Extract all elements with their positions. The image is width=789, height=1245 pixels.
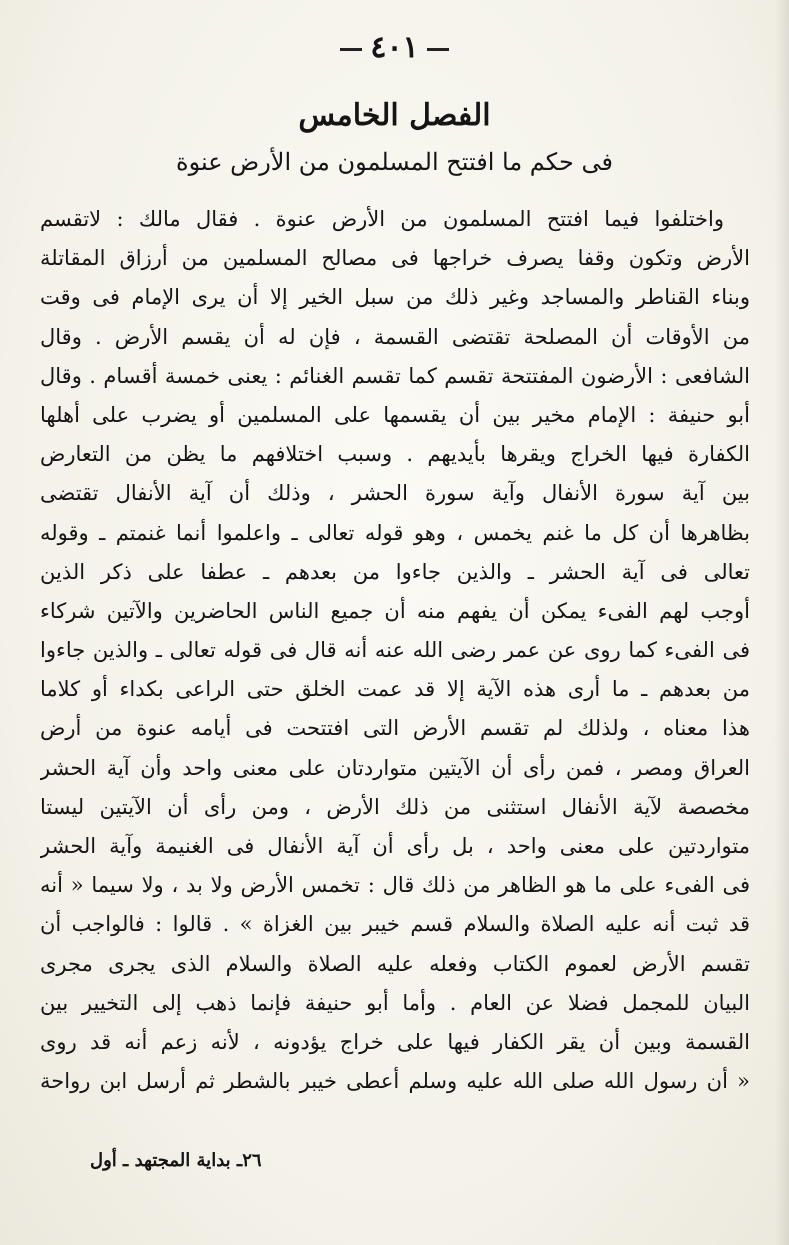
text-line: بظاهرها أن كل ما غنم يخمس ، وهو قوله تعالى ـ واعلموا أنما غنمتم ـ وقوله xyxy=(40,520,750,545)
chapter-title: الفصل الخامس xyxy=(298,98,491,133)
text-line: الشافعى : الأرضون المفتتحة تقسم كما تقسم الغنائم : يعنى خمسة أقسام . وقال xyxy=(40,363,750,388)
text-line: القسمة وبين أن يقر الكفار فيها على خراج يؤدونه ، لأنه زعم أنه قد روى xyxy=(40,1029,750,1054)
page-number-text: ٤٠١ xyxy=(370,30,419,65)
text-line: متواردتين على معنى واحد ، بل رأى أن آية الأنفال فى الغنيمة وآية الحشر xyxy=(40,834,750,858)
text-line: الكفارة فيها الخراج ويقرها بأيديهم . وسبب اختلافهم ما يظن من التعارض xyxy=(40,442,750,467)
text-line: من الأوقات أن المصلحة تقتضى القسمة ، فإن له أن يقسم الأرض . وقال xyxy=(40,324,750,349)
page-number-rule-left xyxy=(340,48,362,51)
text-line: البيان للمجمل فضلا عن العام . وأما أبو حنيفة فإنما ذهب إلى التخيير بين xyxy=(40,990,750,1015)
text-line: « أن رسول الله صلى الله عليه وسلم أعطى خيبر بالشطر ثم أرسل ابن رواحة xyxy=(40,1069,750,1094)
text-line: واختلفوا فيما افتتح المسلمون من الأرض عنوة . فقال مالك : لاتقسم xyxy=(40,207,724,231)
text-line: فى الفىء على ما هو الظاهر من ذلك قال : تخمس الأرض ولا بد ، ولا سيما « أنه xyxy=(40,873,750,898)
text-line: فى الفىء كما روى عن عمر رضى الله عنه أنه قال فى قوله تعالى ـ والذين جاءوا xyxy=(40,638,750,663)
text-line: أبو حنيفة : الإمام مخير بين أن يقسمها على المسلمين أو يضرب على أهلها xyxy=(40,402,750,427)
text-line: وبناء القناطر والمساجد وغير ذلك من سبل الخير إلا أن يرى الإمام فى وقت xyxy=(40,285,750,310)
text-line: أوجب لهم الفىء يمكن أن يفهم منه أن جميع الناس الحاضرين والآتين شركاء xyxy=(40,598,750,623)
page-binding-shadow xyxy=(775,0,789,1245)
text-line: تعالى فى آية الحشر ـ والذين جاءوا من بعدهم ـ عطفا على ذكر الذين xyxy=(40,559,750,584)
text-line: مخصصة لآية الأنفال استثنى من ذلك الأرض ، ومن رأى أن الآيتين ليستا xyxy=(40,794,750,819)
text-line: بين آية سورة الأنفال وآية سورة الحشر ، وذلك أن آية الأنفال تقتضى xyxy=(40,481,750,506)
text-line: هذا معناه ، ولذلك لم تقسم الأرض التى افتتحت فى أيامه عنوة من أرض xyxy=(40,716,750,741)
text-line: الأرض وتكون وقفا يصرف خراجها فى مصالح المسلمين من أرزاق المقاتلة xyxy=(40,246,750,271)
body-text xyxy=(40,200,750,1101)
text-line: قد ثبت أنه عليه الصلاة والسلام قسم خيبر بين الغزاة » . قالوا : فالواجب أن xyxy=(40,912,750,937)
page-number-rule-right xyxy=(427,48,449,51)
chapter-subtitle: فى حكم ما افتتح المسلمون من الأرض عنوة xyxy=(176,148,613,176)
text-line: العراق ومصر ، فمن رأى أن الآيتين متواردتان على معنى واحد وأن آية الحشر xyxy=(40,755,750,780)
text-line: تقسم الأرض لعموم الكتاب وفعله عليه الصلاة والسلام الذى يجرى مجرى xyxy=(40,951,750,976)
text-line: من بعدهم ـ ما أرى هذه الآية إلا قد عمت الخلق حتى الراعى بكداء أو كلاما xyxy=(40,677,750,702)
page-footer-signature: ٢٦ـ بداية المجتهد ـ أول xyxy=(90,1150,262,1171)
page-number xyxy=(0,30,789,65)
